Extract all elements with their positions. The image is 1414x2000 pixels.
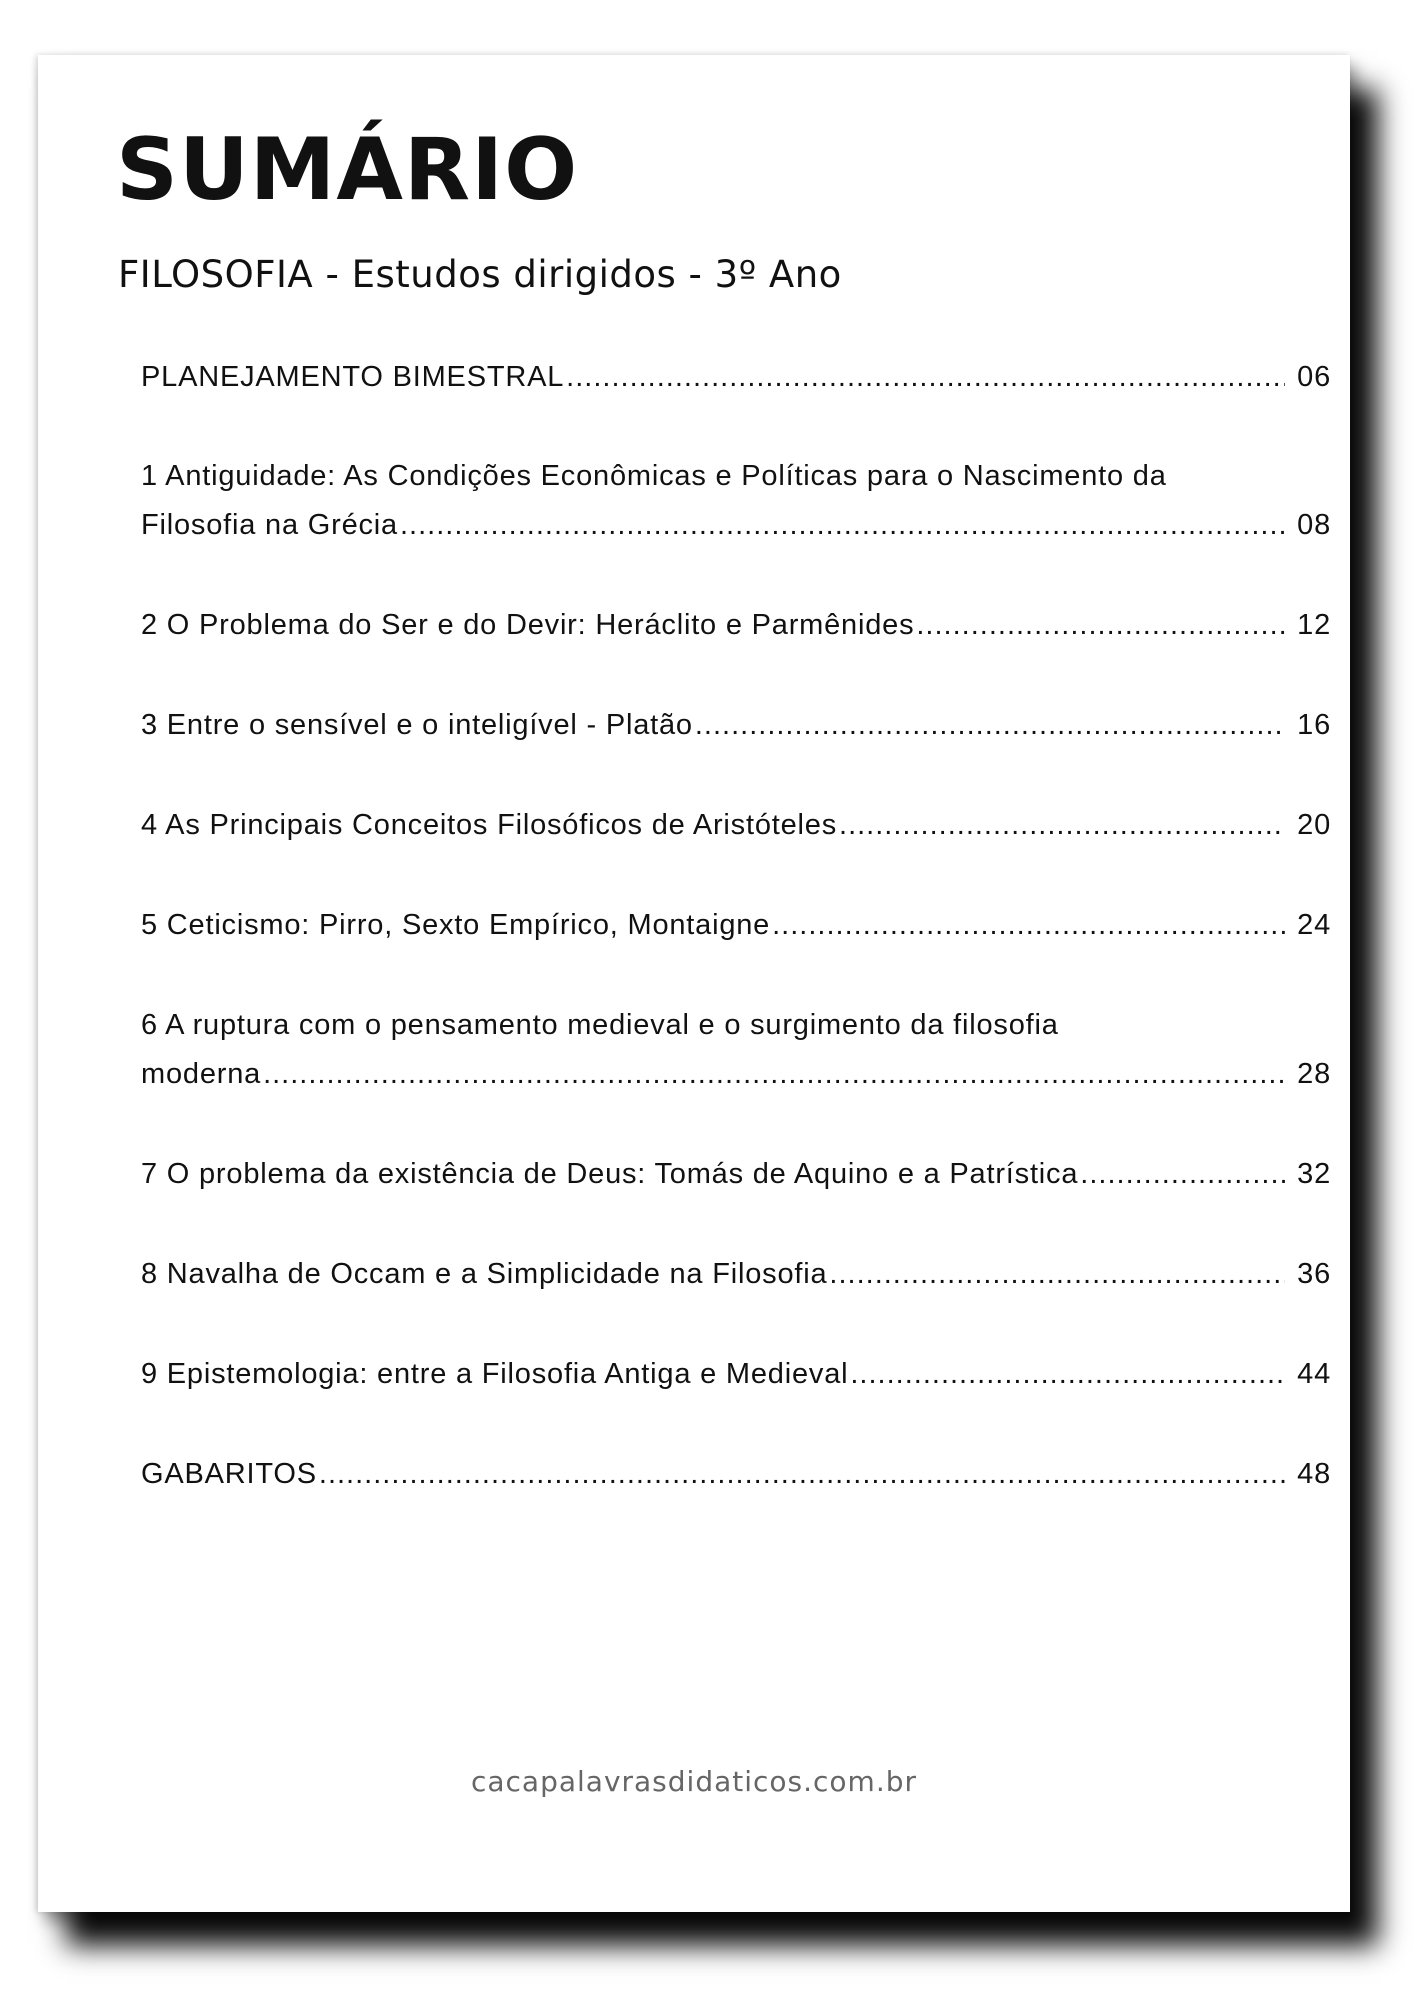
toc-dot-leader (400, 501, 1285, 550)
toc-entry-title-line2: moderna (141, 1058, 262, 1090)
toc-entry-title: 7 O problema da existência de Deus: Tomás de Aquino e a Patrística (141, 1158, 1079, 1190)
toc-entry-title: 8 Navalha de Occam e a Simplicidade na Filosofia (141, 1258, 828, 1290)
toc-dot-leader (1080, 1150, 1285, 1199)
toc-dot-leader (850, 1350, 1285, 1399)
toc-dot-leader (695, 701, 1285, 750)
toc-entry-title: 4 As Principais Conceitos Filosóficos de Aristóteles (141, 809, 838, 841)
toc-page-number: 20 (1297, 809, 1331, 841)
table-of-contents (141, 353, 1331, 1550)
toc-page-number: 08 (1297, 509, 1331, 541)
toc-entry-9 (141, 1350, 1331, 1399)
toc-page-number: 28 (1297, 1058, 1331, 1090)
page-title: SUMÁRIO (116, 120, 579, 220)
toc-dot-leader (916, 601, 1285, 650)
toc-page-number: 16 (1297, 709, 1331, 741)
toc-entry-2 (141, 601, 1331, 650)
toc-page-number: 32 (1297, 1158, 1331, 1190)
toc-entry-title: PLANEJAMENTO BIMESTRAL (141, 361, 565, 393)
toc-page-number: 06 (1297, 361, 1331, 393)
toc-page-number: 36 (1297, 1258, 1331, 1290)
toc-entry-title: 3 Entre o sensível e o inteligível - Platão (141, 709, 693, 741)
toc-entry-gabaritos (141, 1450, 1331, 1499)
toc-dot-leader (263, 1050, 1285, 1099)
toc-entry-8 (141, 1250, 1331, 1299)
toc-entry-title: 2 O Problema do Ser e do Devir: Heráclito e Parmênides (141, 609, 915, 641)
toc-dot-leader (829, 1250, 1285, 1299)
document-page (38, 55, 1350, 1912)
toc-entry-3 (141, 701, 1331, 750)
toc-entry-title: 5 Ceticismo: Pirro, Sexto Empírico, Montaigne (141, 909, 771, 941)
toc-entry-title-line1: 1 Antiguidade: As Condições Econômicas e Políticas para o Nascimento da (141, 460, 1167, 492)
toc-page-number: 48 (1297, 1458, 1331, 1490)
toc-entry-title: 9 Epistemologia: entre a Filosofia Antiga e Medieval (141, 1358, 849, 1390)
toc-entry-title-line1: 6 A ruptura com o pensamento medieval e o surgimento da filosofia (141, 1009, 1059, 1041)
toc-entry-title: GABARITOS (141, 1458, 317, 1490)
toc-page-number: 12 (1297, 609, 1331, 641)
toc-entry-1 (141, 452, 1331, 550)
toc-page-number: 24 (1297, 909, 1331, 941)
toc-dot-leader (772, 901, 1285, 950)
toc-dot-leader (566, 353, 1285, 402)
footer-website: cacapalavrasdidaticos.com.br (470, 1765, 918, 1798)
toc-entry-7 (141, 1150, 1331, 1199)
toc-entry-5 (141, 901, 1331, 950)
page-subtitle: FILOSOFIA - Estudos dirigidos - 3º Ano (118, 253, 842, 296)
toc-entry-6 (141, 1001, 1331, 1099)
toc-entry-4 (141, 801, 1331, 850)
toc-entry-planejamento (141, 353, 1331, 402)
toc-entry-title-line2: Filosofia na Grécia (141, 509, 398, 541)
toc-dot-leader (839, 801, 1285, 850)
toc-dot-leader (319, 1450, 1285, 1499)
toc-page-number: 44 (1297, 1358, 1331, 1390)
